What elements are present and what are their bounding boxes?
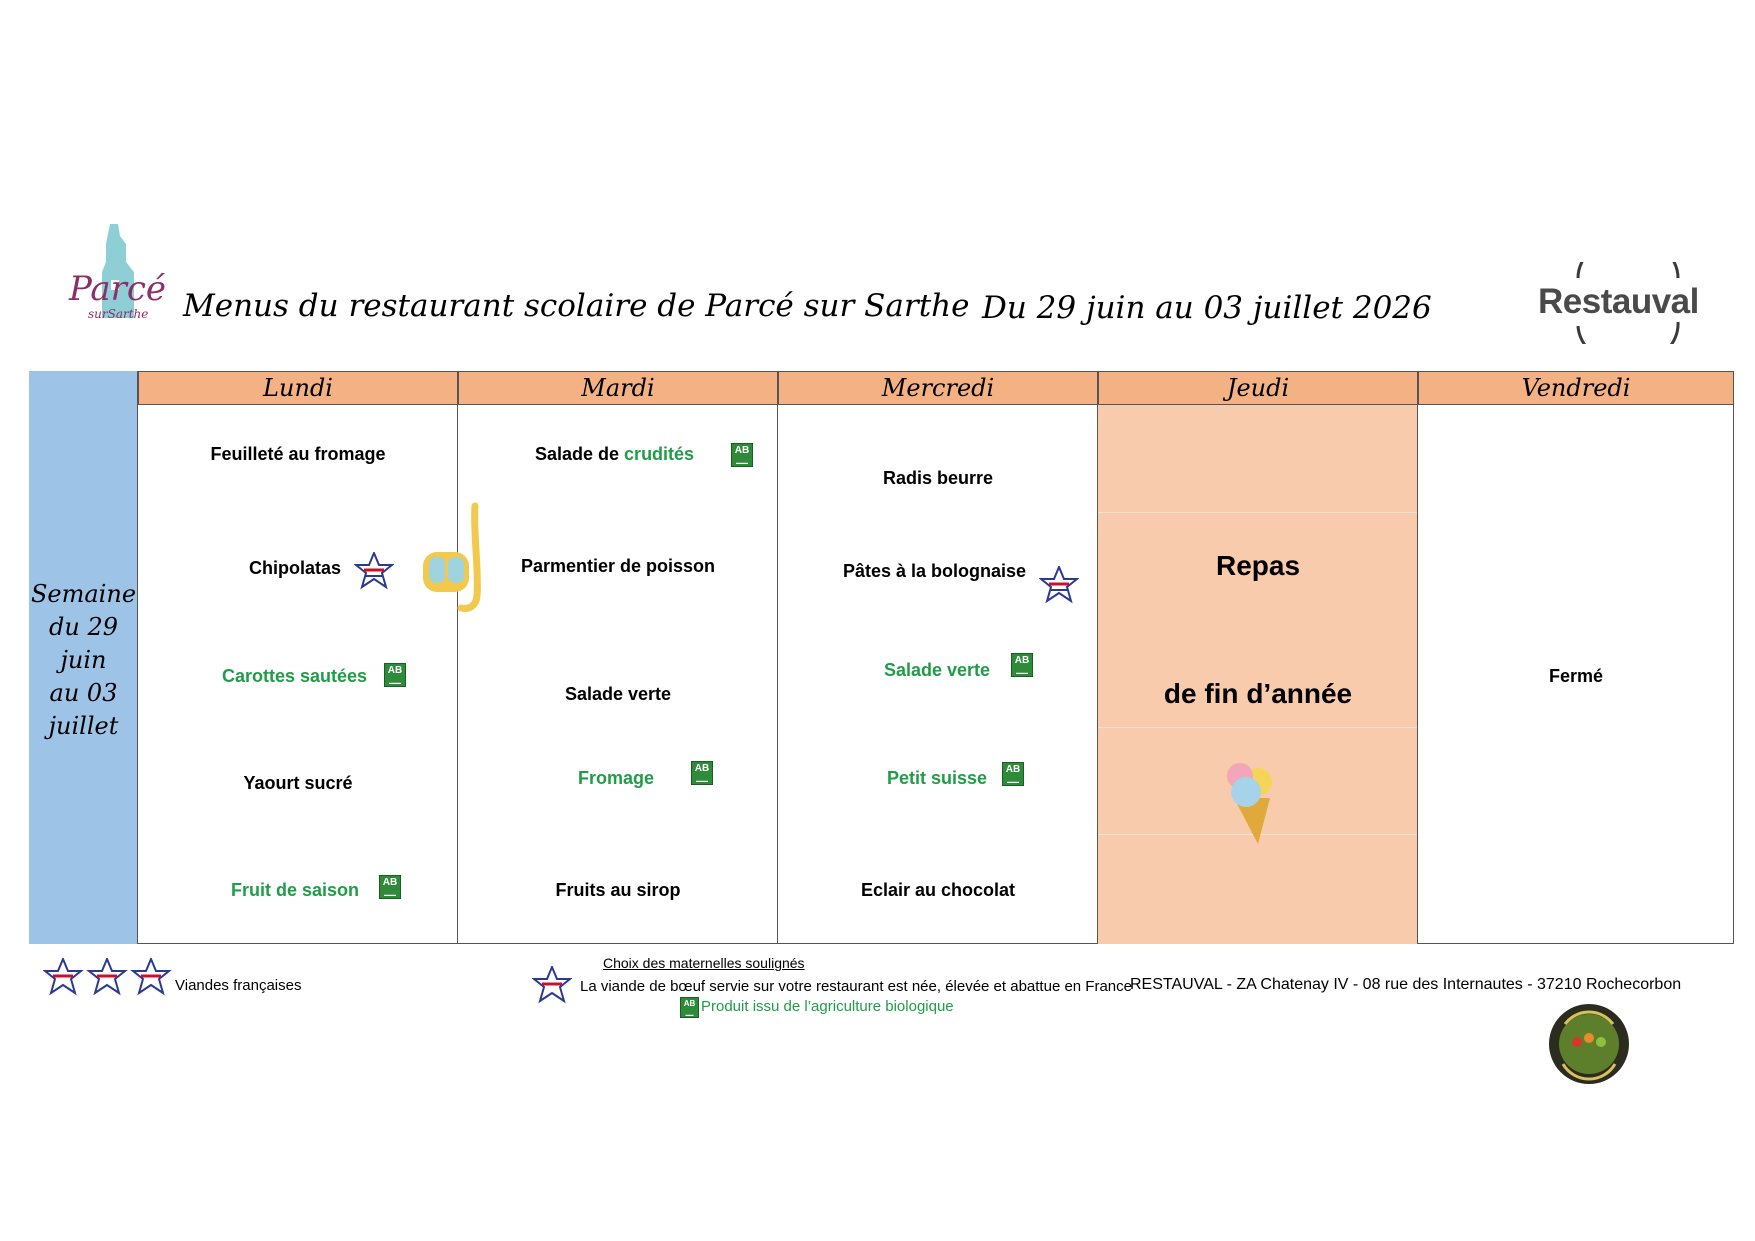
day-column xyxy=(1098,405,1418,944)
parce-logo xyxy=(66,222,166,330)
menu-item: Feuilleté au fromage xyxy=(210,444,386,464)
week-line: juillet xyxy=(48,712,119,740)
special-meal-subtitle: de fin d’année xyxy=(1163,678,1353,709)
viandes-francaises-icons xyxy=(43,958,173,1000)
footer-bio-legend: Produit issu de l’agriculture biologique xyxy=(701,998,954,1015)
menu-item-text-green: crudités xyxy=(624,444,695,464)
ice-cream-cone-icon xyxy=(1222,758,1278,846)
day-header-mardi: Mardi xyxy=(458,371,778,405)
menu-item: Radis beurre xyxy=(882,468,994,488)
day-header-mercredi: Mercredi xyxy=(778,371,1098,405)
closed-label: Fermé xyxy=(1548,666,1604,686)
menu-item: Eclair au chocolat xyxy=(860,880,1016,900)
restauval-logo xyxy=(1538,262,1716,344)
menu-item-text: Salade de xyxy=(535,444,625,464)
qualite-proximite-badge xyxy=(1547,1002,1631,1086)
ab-bio-icon: AB ▬▬▬ xyxy=(1011,653,1033,677)
menu-item: Fromage xyxy=(578,768,655,788)
week-line: au 03 xyxy=(49,679,118,707)
ab-bio-icon: AB ▬▬▬ xyxy=(1002,762,1024,786)
restauval-wordmark: Restauval xyxy=(1538,282,1699,321)
viande-bovine-francaise-icon xyxy=(1039,566,1079,604)
menu-item: Fruit de saison xyxy=(231,880,360,900)
week-label xyxy=(29,578,138,743)
menu-item: Salade verte xyxy=(884,660,991,680)
menu-item: Salade verte xyxy=(564,684,672,704)
ab-bio-icon: AB ▬▬ xyxy=(680,997,699,1018)
menu-item xyxy=(535,444,694,465)
viande-bovine-francaise-icon xyxy=(532,966,572,1004)
page-title: Menus du restaurant scolaire de Parcé sur Sarthe xyxy=(183,288,970,324)
week-column xyxy=(29,371,138,944)
ab-bio-icon: AB ▬▬▬ xyxy=(384,663,406,687)
svg-text:surSarthe: surSarthe xyxy=(88,307,149,321)
menu-item: Pâtes à la bolognaise xyxy=(843,561,1027,581)
menu-dates: Du 29 juin au 03 juillet 2026 xyxy=(982,290,1432,326)
footer-choix-maternelles: Choix des maternelles soulignés xyxy=(603,955,805,971)
menu-item: Chipolatas xyxy=(249,558,342,578)
menu-item: Petit suisse xyxy=(887,768,988,788)
footer-viandes-francaises: Viandes françaises xyxy=(175,977,302,994)
footer-viande-boeuf: La viande de bœuf servie sur votre restaurant est née, élevée et abattue en France xyxy=(580,978,1132,995)
menu-item: Parmentier de poisson xyxy=(520,556,716,576)
day-header-vendredi: Vendredi xyxy=(1418,371,1734,405)
ab-bio-icon: AB ▬▬▬ xyxy=(731,443,753,467)
ab-bio-icon: AB ▬▬▬ xyxy=(379,875,401,899)
day-column xyxy=(458,405,778,944)
menu-item: Fruits au sirop xyxy=(555,880,681,900)
week-line: juin xyxy=(60,646,107,674)
day-header-jeudi: Jeudi xyxy=(1098,371,1418,405)
week-line: Semaine xyxy=(30,580,137,608)
week-line: du 29 xyxy=(49,613,118,641)
footer-address: RESTAUVAL - ZA Chatenay IV - 08 rue des Internautes - 37210 Rochecorbon xyxy=(1130,976,1682,993)
menu-item: Carottes sautées xyxy=(222,666,368,686)
menu-item: Yaourt sucré xyxy=(243,773,353,793)
viande-bovine-francaise-icon xyxy=(354,552,394,590)
special-meal-title: Repas xyxy=(1215,550,1301,581)
day-header-lundi: Lundi xyxy=(138,371,458,405)
svg-text:Parcé: Parcé xyxy=(69,269,166,309)
ab-bio-icon: AB ▬▬▬ xyxy=(691,761,713,785)
